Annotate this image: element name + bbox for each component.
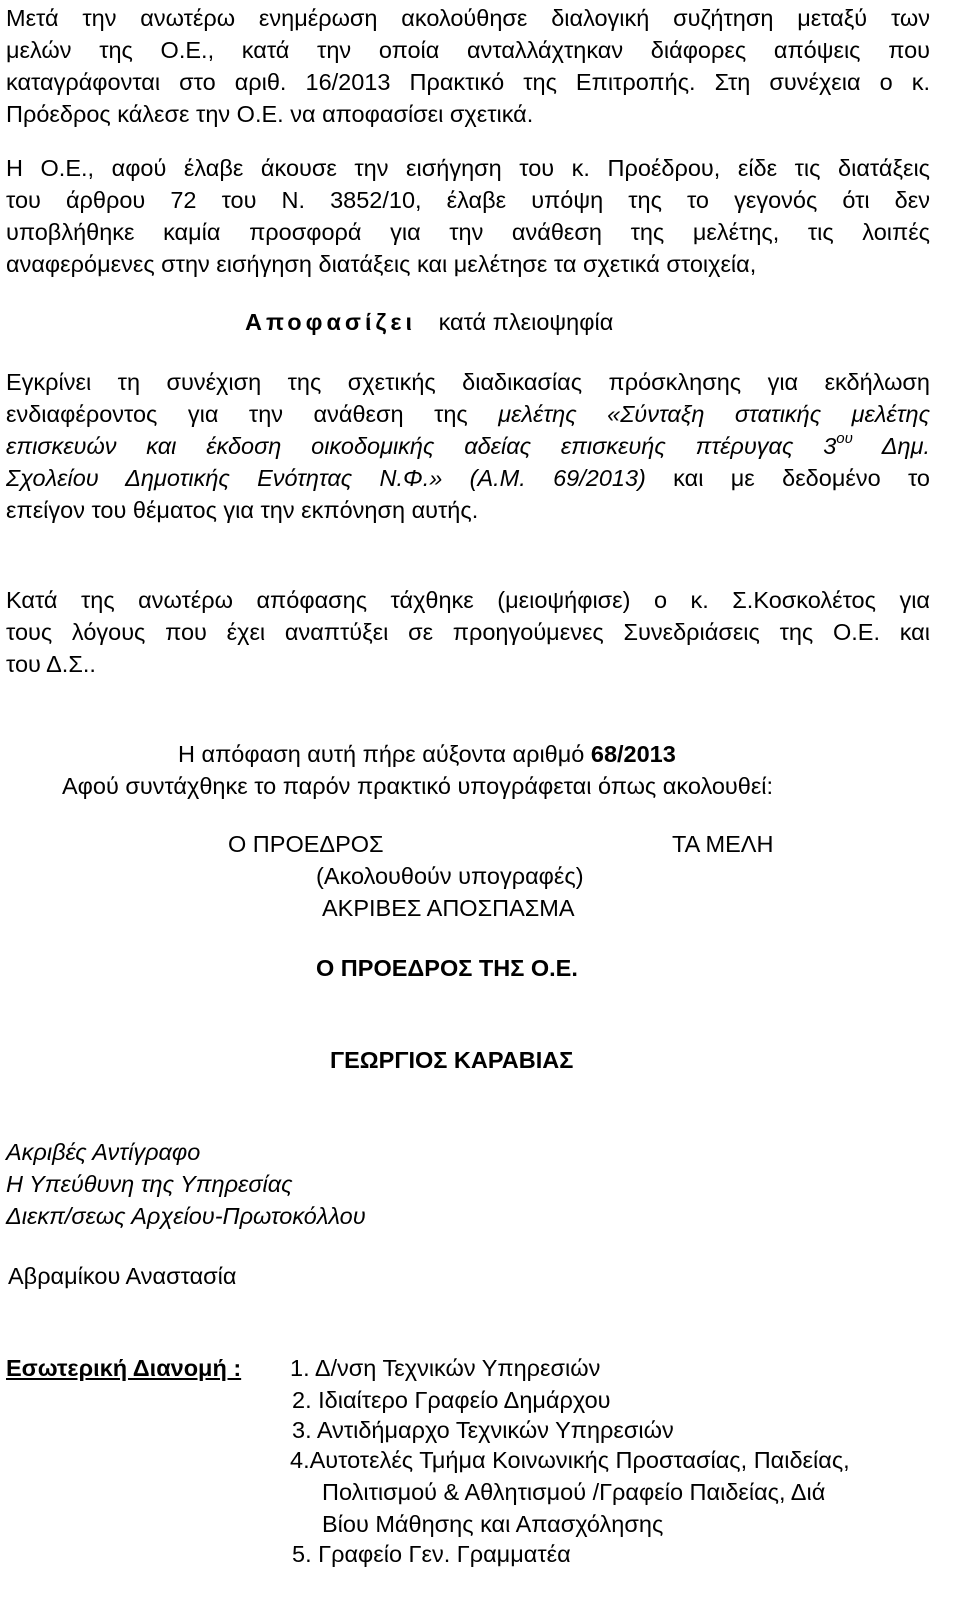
result-number: 68/2013	[590, 741, 676, 767]
distribution-item-4: 4.Αυτοτελές Τμήμα Κοινωνικής Προστασίας, Παιδείας,	[290, 1447, 850, 1473]
approve-line-2	[6, 398, 930, 430]
members-label: ΤΑ ΜΕΛΗ	[672, 831, 774, 857]
para2-line-4: αναφερόμενες στην εισήγηση διατάξεις και μελέτησε τα σχετικά στοιχεία,	[6, 251, 757, 277]
approve-line-3-b: Δημ.	[852, 433, 931, 459]
approve-line-4-plain: και με δεδομένο το	[645, 465, 930, 491]
para2-line-2: του άρθρου 72 του Ν. 3852/10, έλαβε υπόψη της το γεγονός ότι δεν	[6, 187, 930, 213]
signed-line: Αφού συντάχθηκε το παρόν πρακτικό υπογράφεται όπως ακολουθεί:	[62, 773, 774, 799]
approve-line-3-a: επισκευών και έκδοση οικοδομικής αδείας επισκευής πτέρυγας 3	[6, 433, 837, 459]
decision-word: Αποφασίζει	[245, 309, 417, 335]
decision-mode: κατά πλειοψηφία	[438, 309, 614, 335]
certified-name: Αβραμίκου Αναστασία	[8, 1263, 237, 1289]
para2-line-3: υποβλήθηκε καμία προσφορά για την ανάθεση της μελέτης, τις λοιπές	[6, 219, 930, 245]
distribution-item-5: 5. Γραφείο Γεν. Γραμματέα	[292, 1541, 571, 1567]
approve-line-2-italic: μελέτης «Σύνταξη στατικής μελέτης	[498, 401, 930, 427]
decision-heading	[245, 306, 613, 338]
certified-line-2: Η Υπεύθυνη της Υπηρεσίας	[6, 1171, 293, 1197]
approve-line-3	[6, 430, 930, 462]
distribution-item-2: 2. Ιδιαίτερο Γραφείο Δημάρχου	[292, 1387, 611, 1413]
minority-line-1: Κατά της ανωτέρω απόφασης τάχθηκε (μειοψήφισε) ο κ. Σ.Κοσκολέτος για	[6, 587, 930, 613]
para2-line-1: Η Ο.Ε., αφού έλαβε άκουσε την εισήγηση του κ. Προέδρου, είδε τις διατάξεις	[6, 155, 930, 181]
minority-line-2: τους λόγους που έχει αναπτύξει σε προηγούμενες Συνεδριάσεις της Ο.Ε. και	[6, 619, 930, 645]
approve-line-1: Εγκρίνει τη συνέχιση της σχετικής διαδικασίας πρόσκλησης για εκδήλωση	[6, 369, 930, 395]
para1-line-1: Μετά την ανωτέρω ενημέρωση ακολούθησε διαλογική συζήτηση μεταξύ των	[6, 5, 930, 31]
approve-line-4	[6, 462, 930, 494]
approve-line-2-plain: ενδιαφέροντος για την ανάθεση της	[6, 401, 499, 427]
distribution-label: Εσωτερική Διανομή :	[6, 1355, 242, 1381]
para1-line-2: μελών της Ο.Ε., κατά την οποία ανταλλάχτηκαν διάφορες απόψεις που	[6, 37, 930, 63]
certified-line-3: Διεκπ/σεως Αρχείου-Πρωτοκόλλου	[6, 1203, 366, 1229]
distribution-item-1: 1. Δ/νση Τεχνικών Υπηρεσιών	[290, 1355, 601, 1381]
approve-line-3-sup: ου	[836, 430, 853, 448]
minority-line-3: του Δ.Σ..	[6, 651, 96, 677]
result-line	[178, 738, 676, 770]
distribution-item-4-cont-2: Βίου Μάθησης και Απασχόλησης	[322, 1511, 664, 1537]
para1-line-4: Πρόεδρος κάλεσε την Ο.Ε. να αποφασίσει σχετικά.	[6, 101, 534, 127]
president-label: Ο ΠΡΟΕΔΡΟΣ	[228, 831, 384, 857]
signatures-follow: (Ακολουθούν υπογραφές)	[316, 863, 584, 889]
distribution-item-3: 3. Αντιδήμαρχο Τεχνικών Υπηρεσιών	[292, 1417, 674, 1443]
exact-copy-label: ΑΚΡΙΒΕΣ ΑΠΟΣΠΑΣΜΑ	[322, 895, 575, 921]
president-name: ΓΕΩΡΓΙΟΣ ΚΑΡΑΒΙΑΣ	[330, 1047, 574, 1073]
president-title: Ο ΠΡΟΕΔΡΟΣ ΤΗΣ Ο.Ε.	[316, 955, 578, 981]
approve-line-4-italic: Σχολείου Δημοτικής Ενότητας Ν.Φ.» (Α.Μ. 69/2013)	[6, 465, 646, 491]
certified-line-1: Ακριβές Αντίγραφο	[6, 1139, 201, 1165]
distribution-item-4-cont-1: Πολιτισμού & Αθλητισμού /Γραφείο Παιδείας, Διά	[322, 1479, 826, 1505]
approve-line-5: επείγον του θέματος για την εκπόνηση αυτής.	[6, 497, 479, 523]
para1-line-3: καταγράφονται στο αριθ. 16/2013 Πρακτικό της Επιτροπής. Στη συνέχεια ο κ.	[6, 69, 930, 95]
result-prefix: Η απόφαση αυτή πήρε αύξοντα αριθμό	[178, 741, 591, 767]
